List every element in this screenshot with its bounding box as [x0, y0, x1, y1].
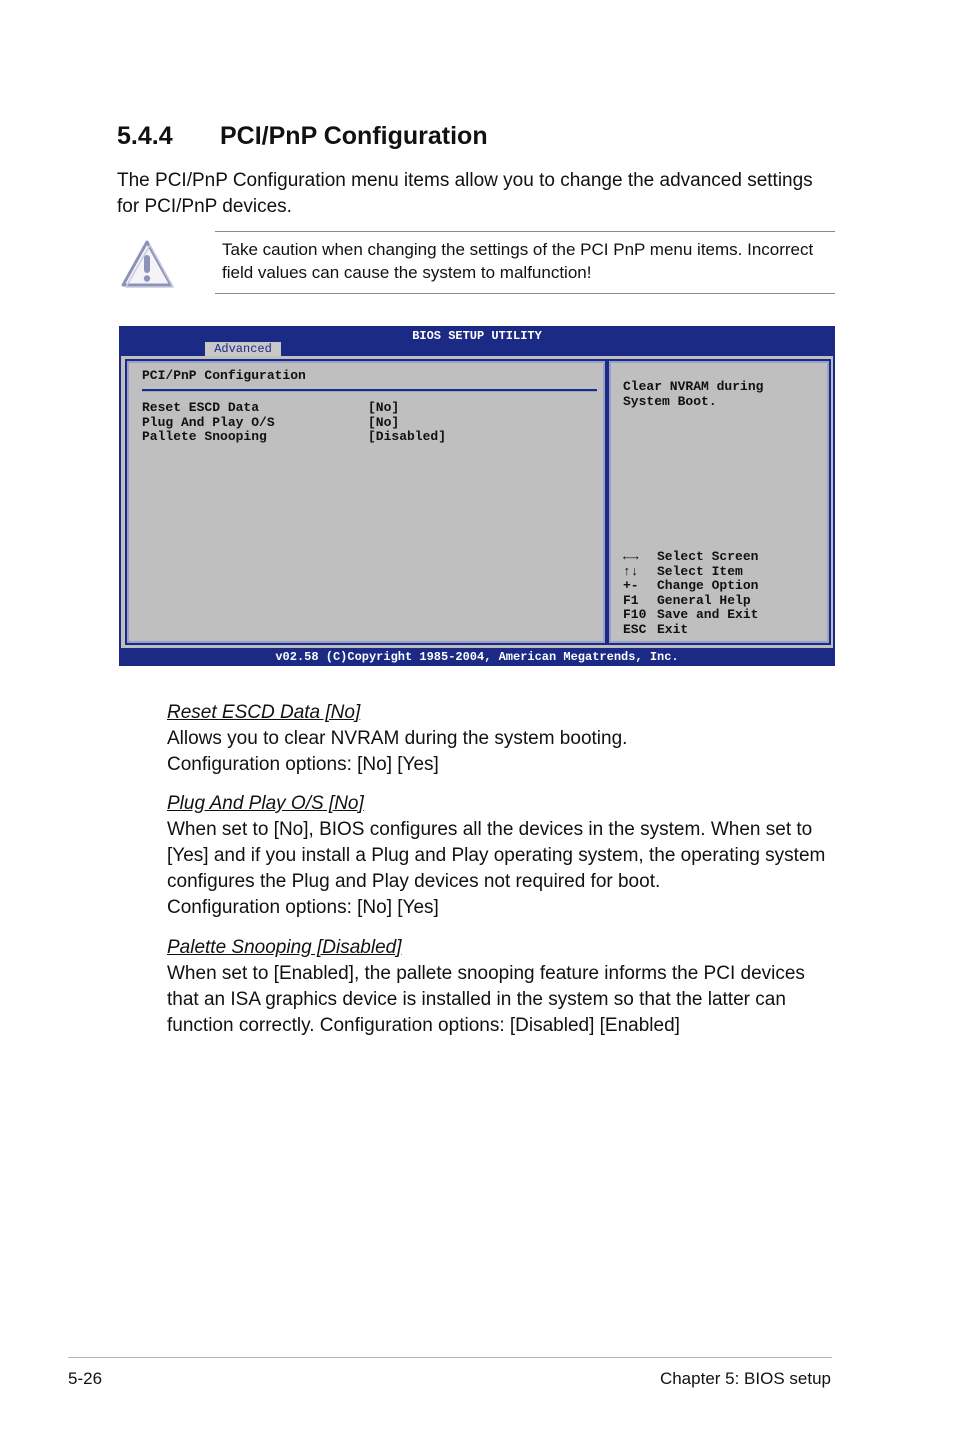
bios-item-value[interactable]: [Disabled] [368, 429, 447, 445]
bios-panel-divider [142, 389, 597, 392]
description-options: Configuration options: [No] [Yes] [167, 754, 439, 775]
bios-screen [119, 326, 835, 666]
tab-advanced[interactable]: Advanced [205, 342, 281, 356]
bios-item-value[interactable]: [No] [368, 400, 400, 415]
chapter-title: Chapter 5: BIOS setup [659, 1369, 831, 1388]
up-down-arrows-icon: ↑↓ [623, 563, 639, 579]
caution-top-rule [215, 231, 835, 232]
bios-help-text: Clear NVRAM during System Boot. [623, 379, 764, 409]
key-exit: ESC Exit [623, 621, 689, 637]
key-general-help: F1 General Help [623, 592, 751, 608]
description-text: When set to [Enabled], the pallete snooping feature informs the PCI devices that an ISA graphics device is installed in the system so that the latter can function correctly. Configuration options: [Disabled] [Enabled] [167, 963, 805, 1036]
bios-settings-panel [125, 359, 607, 645]
bios-item-value[interactable]: [No] [368, 414, 400, 430]
key-select-screen: ←→ Select Screen [623, 549, 759, 564]
bios-body [121, 356, 833, 648]
description-text: Allows you to clear NVRAM during the system booting. [167, 728, 628, 749]
bios-item-label: Pallete Snooping [142, 429, 267, 445]
key-change-option: +- Change Option [623, 578, 759, 594]
key-select-item: ↑↓ Select Item [623, 563, 743, 579]
warning-triangle-icon [120, 239, 174, 289]
description-title: Palette Snooping [Disabled] [167, 937, 402, 958]
footer-rule [68, 1357, 832, 1358]
description-reset-escd [167, 700, 837, 778]
bios-item-pnp-os[interactable] [142, 416, 462, 431]
section-heading [117, 122, 488, 151]
description-pnp-os [167, 791, 837, 921]
caution-text: Take caution when changing the settings of the PCI PnP menu items. Incorrect field values can cause the system to malfunction! [222, 240, 814, 282]
bios-copyright: v02.58 (C)Copyright 1985-2004, American Megatrends, Inc. [275, 650, 679, 664]
bios-item-list [142, 401, 462, 445]
page-number: 5-26 [68, 1369, 103, 1388]
caution-bottom-rule [215, 293, 835, 294]
section-title: PCI/PnP Configuration [220, 122, 488, 150]
section-intro: The PCI/PnP Configuration menu items allow you to change the advanced settings for PCI/PnP devices. [117, 170, 813, 217]
left-right-arrows-icon: ←→ [623, 549, 639, 564]
description-title: Plug And Play O/S [No] [167, 793, 364, 814]
bios-item-reset-escd[interactable] [142, 401, 462, 416]
description-palette-snooping [167, 935, 837, 1039]
description-title: Reset ESCD Data [No] [167, 702, 361, 723]
key-save-exit: F10 Save and Exit [623, 607, 759, 623]
bios-item-label: Reset ESCD Data [142, 400, 260, 415]
bios-panel-title: PCI/PnP Configuration [142, 368, 306, 383]
description-options: Configuration options: [No] [Yes] [167, 897, 439, 918]
bios-item-palette-snooping[interactable] [142, 430, 462, 445]
bios-item-label: Plug And Play O/S [142, 414, 275, 430]
description-text: When set to [No], BIOS configures all the devices in the system. When set to [Yes] and if you install a Plug and Play operating system, the operating system configures the Plug and Play devices not required for boot. [167, 819, 826, 892]
section-number: 5.4.4 [117, 122, 173, 150]
bios-key-legend [623, 550, 823, 638]
bios-help-panel [607, 359, 831, 645]
bios-title: BIOS SETUP UTILITY [412, 329, 542, 343]
